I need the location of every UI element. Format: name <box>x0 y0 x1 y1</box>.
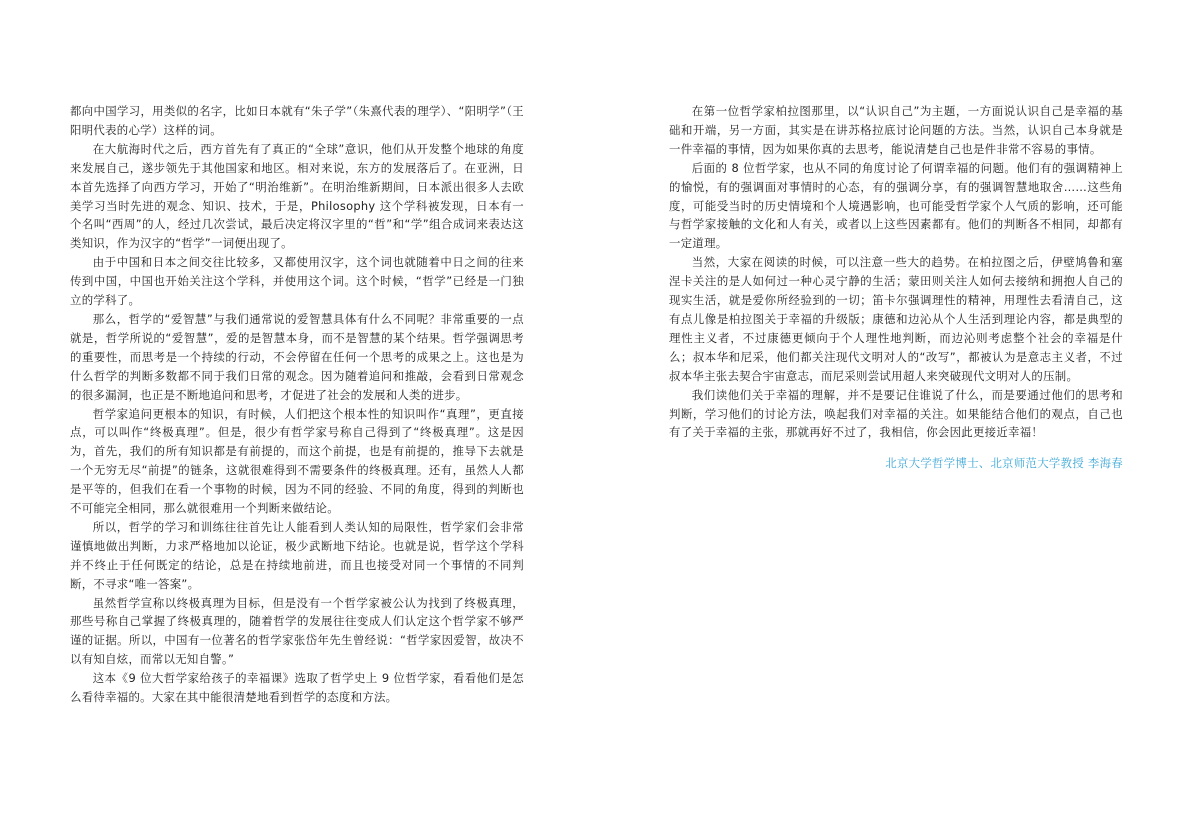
paragraph: 在大航海时代之后，西方首先有了真正的“全球”意识，他们从开发整个地球的角度来发展自己，遂步领先于其他国家和地区。相对来说，东方的发展落后了。在亚洲，日本首先选择了向西方学习，开始了“明治维新”。在明治维新期间，日本派出很多人去欧美学习当时先进的观念、知识、技术，于是，Philosophy 这个学科被发现，日本有一个名叫“西周”的人，经过几次尝试，最后决定将汉字里的“哲”和“学”组合成词来表达这类知识，作为汉字的“哲学”一词便出现了。 <box>70 141 524 251</box>
author-signature: 北京大学哲学博士、北京师范大学教授 李海春 <box>885 456 1123 471</box>
paragraph: 我们读他们关于幸福的理解，并不是要记住谁说了什么，而是要通过他们的思考和判断，学习他们的讨论方法，唤起我们对幸福的关注。如果能结合他们的观点，自己也有了关于幸福的主张，那就再好不过了，我相信，你会因此更接近幸福！ <box>669 387 1123 440</box>
paragraph: 在第一位哲学家柏拉图那里，以“认识自己”为主题，一方面说认识自己是幸福的基础和开端，另一方面，其实是在讲苏格拉底讨论问题的方法。当然，认识自己本身就是一件幸福的事情，因为如果你真的去思考，能说清楚自己也是件非常不容易的事情。 <box>669 104 1123 156</box>
paragraph: 那么，哲学的“爱智慧”与我们通常说的爱智慧具体有什么不同呢？非常重要的一点就是，哲学所说的“爱智慧”，爱的是智慧本身，而不是智慧的某个结果。哲学强调思考的重要性，而思考是一个持续的行动，不会停留在任何一个思考的成果之上。这也是为什么哲学的判断多数都不同于我们日常的观念。因为随着追问和推敲，会看到日常观念的很多漏洞，也正是不断地追问和思考，才促进了社会的发展和人类的进步。 <box>70 311 524 402</box>
paragraph: 后面的 8 位哲学家，也从不同的角度讨论了何谓幸福的问题。他们有的强调精神上的愉悦，有的强调面对事情时的心态，有的强调分享，有的强调智慧地取舍……这些角度，可能受当时的历史情境和个人境遇影响，也可能受哲学家个人气质的影响，还可能与哲学家接触的文化和人有关，或者以上这些因素都有。他们的判断各不相同，却都有一定道理。 <box>669 160 1123 251</box>
paragraph: 都向中国学习，用类似的名字，比如日本就有“朱子学”（朱熹代表的理学）、“阳明学”（王阳明代表的心学）这样的词。 <box>70 104 524 137</box>
right-column <box>669 102 1123 473</box>
paragraph: 由于中国和日本之间交往比较多，又都使用汉字，这个词也就随着中日之间的往来传到中国，中国也开始关注这个学科，并使用这个词。这个时候，“哲学”已经是一门独立的学科了。 <box>70 255 524 308</box>
paragraph: 所以，哲学的学习和训练往往首先让人能看到人类认知的局限性，哲学家们会非常谨慎地做出判断，力求严格地加以论证，极少武断地下结论。也就是说，哲学这个学科并不终止于任何既定的结论，总是在持续地前进，而且也接受对同一个事情的不同判断，不寻求“唯一答案”。 <box>70 519 524 591</box>
paragraph: 哲学家追问更根本的知识，有时候，人们把这个根本性的知识叫作“真理”，更直接点，可以叫作“终极真理”。但是，很少有哲学家号称自己得到了“终极真理”。这是因为，首先，我们的所有知识都是有前提的，而这个前提，也是有前提的，推导下去就是一个无穷无尽“前提”的链条，这就很难得到不需要条件的终极真理。还有，虽然人人都是平等的，但我们在看一个事物的时候，因为不同的经验、不同的角度，得到的判断也不可能完全相同，那么就很难用一个判断来做结论。 <box>70 406 524 516</box>
left-column <box>70 102 524 707</box>
paragraph: 这本《9 位大哲学家给孩子的幸福课》选取了哲学史上 9 位哲学家，看看他们是怎么看待幸福的。大家在其中能很清楚地看到哲学的态度和方法。 <box>70 671 524 705</box>
paragraph: 当然，大家在阅读的时候，可以注意一些大的趋势。在柏拉图之后，伊壁鸠鲁和塞涅卡关注的是人如何过一种心灵宁静的生活；蒙田则关注人如何去接纳和拥抱人自己的现实生活，就是爱你所经验到的一切；笛卡尔强调理性的精神，用理性去看清自己，这有点儿像是柏拉图关于幸福的升级版；康德和边沁从个人生活到理论内容，都是典型的理性主义者，不过康德更倾向于个人理性地判断，而边沁则考虑整个社会的幸福是什么；叔本华和尼采，他们都关注现代文明对人的“改写”，都被认为是意志主义者，不过叔本华主张去契合宇宙意志，而尼采则尝试用超人来突破现代文明对人的压制。 <box>669 255 1123 383</box>
paragraph: 虽然哲学宣称以终极真理为目标，但是没有一个哲学家被公认为找到了终极真理，那些号称自己掌握了终极真理的，随着哲学的发展往往变成人们认定这个哲学家不够严谨的证据。所以，中国有一位著名的哲学家张岱年先生曾经说：“哲学家因爱智，故决不以有知自炫，而常以无知自警。” <box>70 595 524 667</box>
